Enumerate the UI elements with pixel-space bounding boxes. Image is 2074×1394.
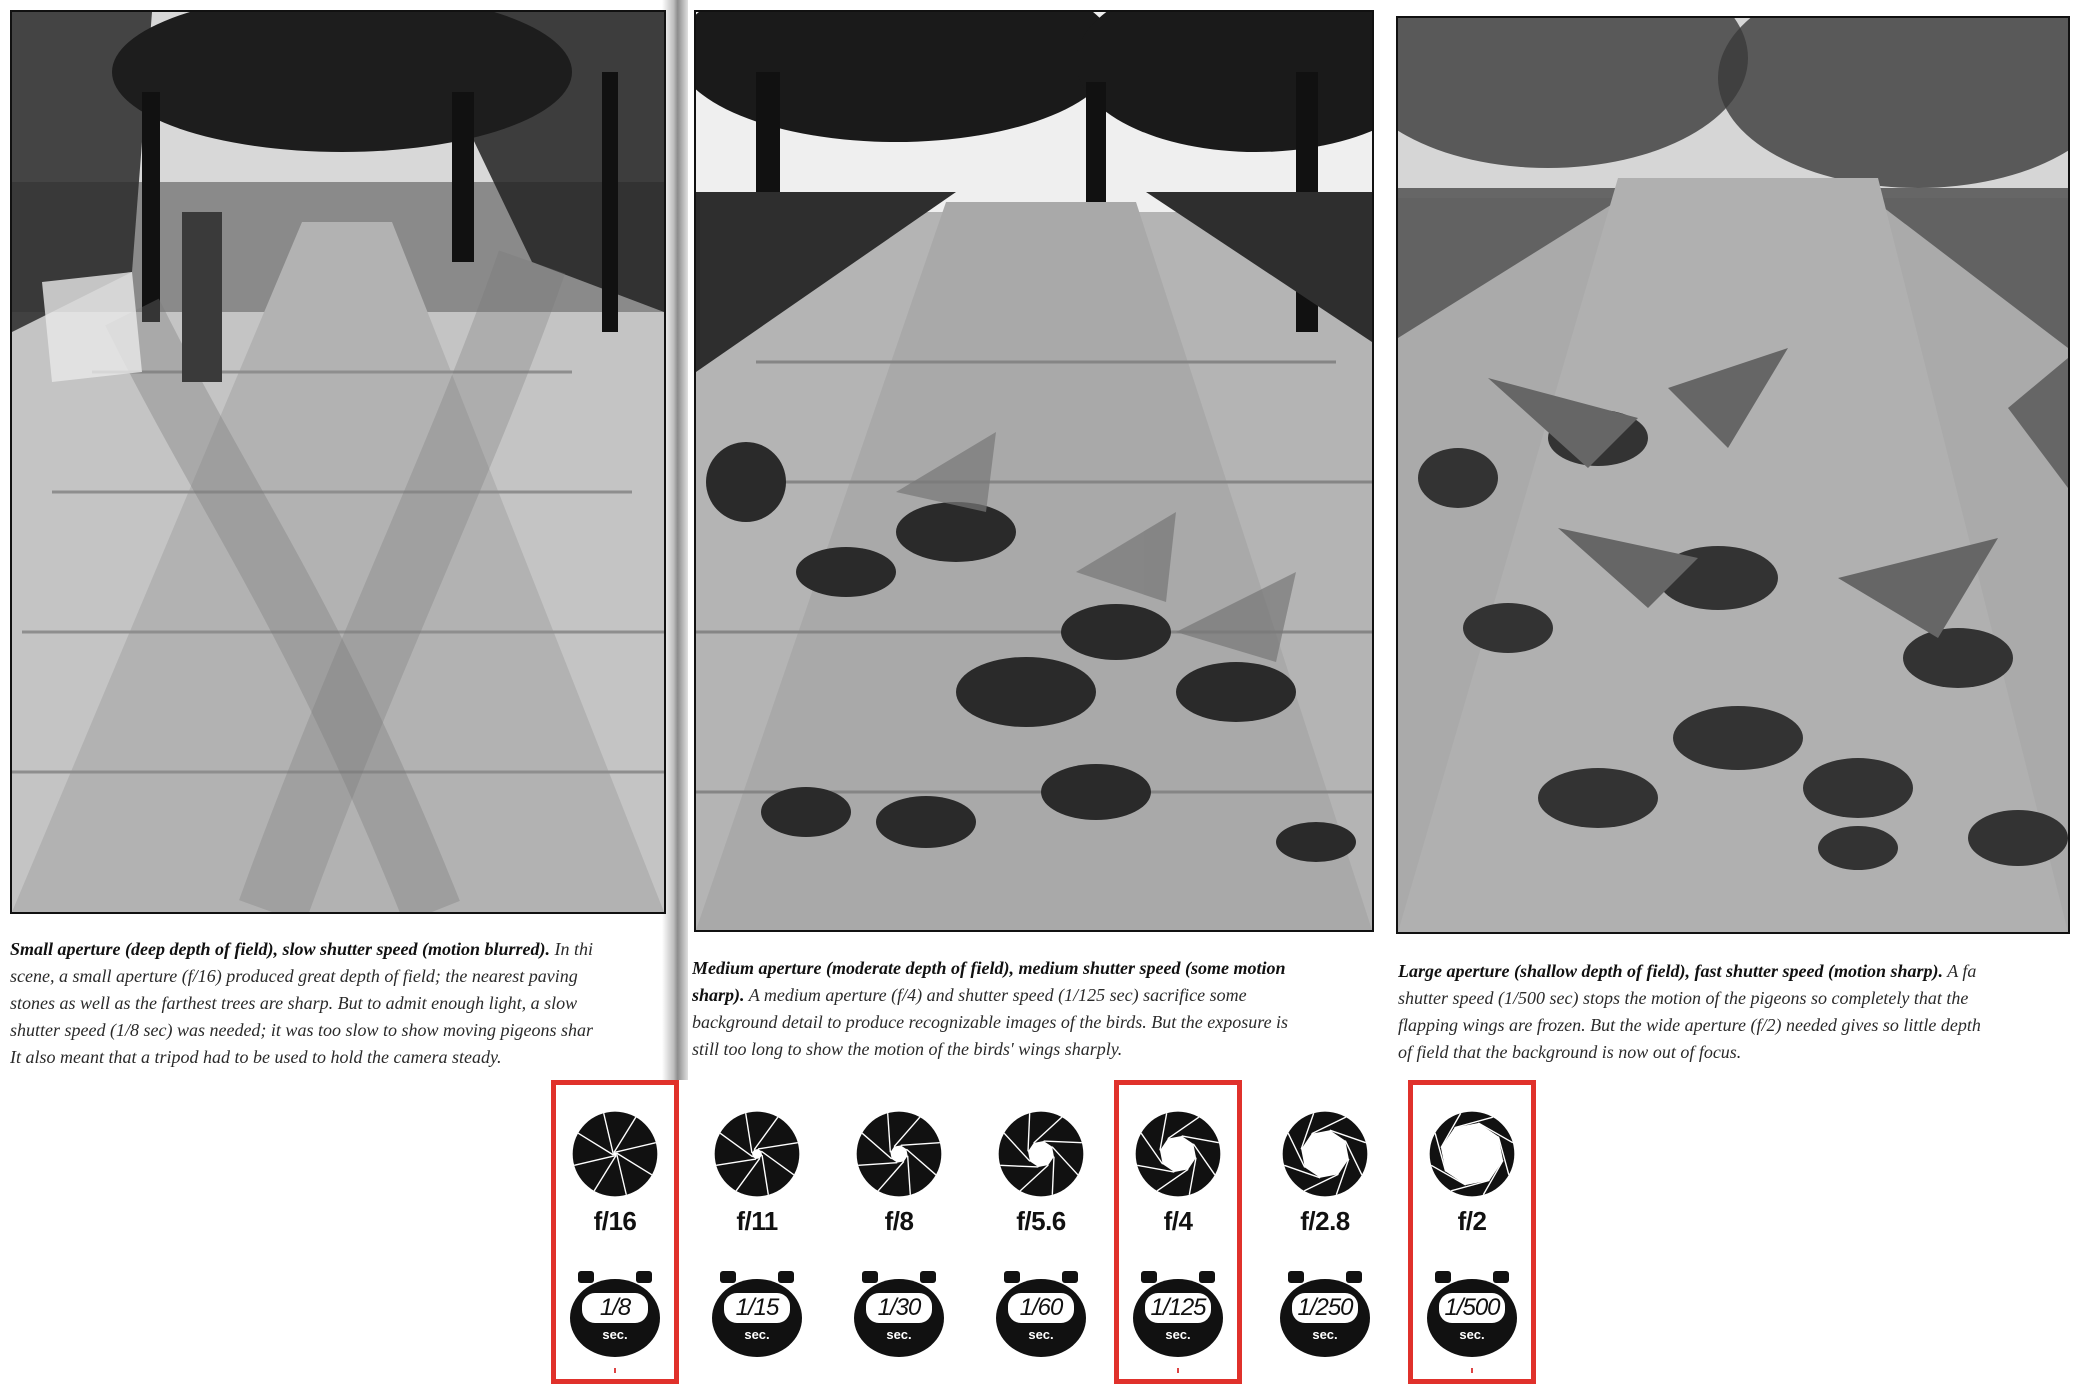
caption-text: In thi bbox=[550, 939, 593, 959]
aperture-icon bbox=[569, 1108, 661, 1200]
photo-large-aperture bbox=[1396, 16, 2070, 934]
caption-line: flapping wings are frozen. But the wide aperture (f/2) needed gives so little depth bbox=[1398, 1015, 1981, 1035]
scale-column-f5-6 bbox=[981, 1108, 1101, 1357]
shutter-unit-label: sec. bbox=[1165, 1327, 1191, 1342]
tick-mark bbox=[614, 1368, 616, 1373]
caption-medium-aperture bbox=[692, 955, 1382, 1063]
shutter-speed-dial-icon bbox=[854, 1271, 944, 1357]
scale-column-f4 bbox=[1118, 1108, 1238, 1357]
photo-medium-aperture bbox=[694, 10, 1374, 932]
scale-column-f16 bbox=[555, 1108, 675, 1357]
caption-lead: sharp). bbox=[692, 985, 745, 1005]
shutter-speed-label: 1/15 bbox=[724, 1293, 790, 1323]
caption-lead: Small aperture (deep depth of field), slow shutter speed (motion blurred). bbox=[10, 939, 550, 959]
shutter-speed-dial-icon bbox=[570, 1271, 660, 1357]
scale-column-f8 bbox=[839, 1108, 959, 1357]
caption-line: stones as well as the farthest trees are sharp. But to admit enough light, a slow bbox=[10, 993, 578, 1013]
shutter-speed-label: 1/250 bbox=[1292, 1293, 1358, 1323]
aperture-icon bbox=[995, 1108, 1087, 1200]
shutter-speed-dial-icon bbox=[1133, 1271, 1223, 1357]
shutter-speed-label: 1/30 bbox=[866, 1293, 932, 1323]
shutter-speed-label: 1/500 bbox=[1439, 1293, 1505, 1323]
caption-small-aperture bbox=[10, 936, 662, 1071]
shutter-speed-label: 1/8 bbox=[582, 1293, 648, 1323]
shutter-unit-label: sec. bbox=[886, 1327, 912, 1342]
caption-line: shutter speed (1/500 sec) stops the motion of the pigeons so completely that the bbox=[1398, 988, 1969, 1008]
aperture-icon bbox=[1426, 1108, 1518, 1200]
caption-line: shutter speed (1/8 sec) was needed; it was too slow to show moving pigeons shar bbox=[10, 1020, 593, 1040]
fstop-label: f/8 bbox=[884, 1206, 914, 1236]
aperture-icon bbox=[853, 1108, 945, 1200]
aperture-icon bbox=[711, 1108, 803, 1200]
fstop-label: f/11 bbox=[736, 1206, 778, 1236]
scale-column-f2 bbox=[1412, 1108, 1532, 1357]
scale-column-f11 bbox=[697, 1108, 817, 1357]
caption-line: It also meant that a tripod had to be used to hold the camera steady. bbox=[10, 1047, 502, 1067]
fstop-label: f/2.8 bbox=[1300, 1206, 1350, 1236]
shutter-unit-label: sec. bbox=[1459, 1327, 1485, 1342]
aperture-icon bbox=[1279, 1108, 1371, 1200]
aperture-icon bbox=[1132, 1108, 1224, 1200]
shutter-unit-label: sec. bbox=[1312, 1327, 1338, 1342]
tick-mark bbox=[1177, 1368, 1179, 1373]
caption-line: background detail to produce recognizable images of the birds. But the exposure is bbox=[692, 1012, 1289, 1032]
shutter-speed-dial-icon bbox=[1427, 1271, 1517, 1357]
shutter-speed-dial-icon bbox=[996, 1271, 1086, 1357]
fstop-label: f/5.6 bbox=[1016, 1206, 1066, 1236]
shutter-speed-label: 1/60 bbox=[1008, 1293, 1074, 1323]
photo-small-aperture bbox=[10, 10, 666, 914]
fstop-label: f/4 bbox=[1163, 1206, 1193, 1236]
shutter-speed-dial-icon bbox=[1280, 1271, 1370, 1357]
caption-text: A fa bbox=[1943, 961, 1977, 981]
shutter-speed-dial-icon bbox=[712, 1271, 802, 1357]
caption-text: A medium aperture (f/4) and shutter speed (1/125 sec) sacrifice some bbox=[744, 985, 1247, 1005]
scale-column-f2-8 bbox=[1265, 1108, 1385, 1357]
fstop-label: f/2 bbox=[1457, 1206, 1487, 1236]
caption-line: of field that the background is now out of focus. bbox=[1398, 1042, 1742, 1062]
shutter-unit-label: sec. bbox=[1028, 1327, 1054, 1342]
shutter-unit-label: sec. bbox=[744, 1327, 770, 1342]
caption-large-aperture bbox=[1398, 958, 2066, 1066]
caption-lead: Medium aperture (moderate depth of field), medium shutter speed (some motion bbox=[692, 958, 1286, 978]
caption-line: still too long to show the motion of the birds' wings sharply. bbox=[692, 1039, 1123, 1059]
caption-line: scene, a small aperture (f/16) produced great depth of field; the nearest paving bbox=[10, 966, 578, 986]
caption-lead: Large aperture (shallow depth of field), fast shutter speed (motion sharp). bbox=[1398, 961, 1944, 981]
fstop-label: f/16 bbox=[593, 1206, 637, 1236]
tick-mark bbox=[1471, 1368, 1473, 1373]
shutter-speed-label: 1/125 bbox=[1145, 1293, 1211, 1323]
shutter-unit-label: sec. bbox=[602, 1327, 628, 1342]
